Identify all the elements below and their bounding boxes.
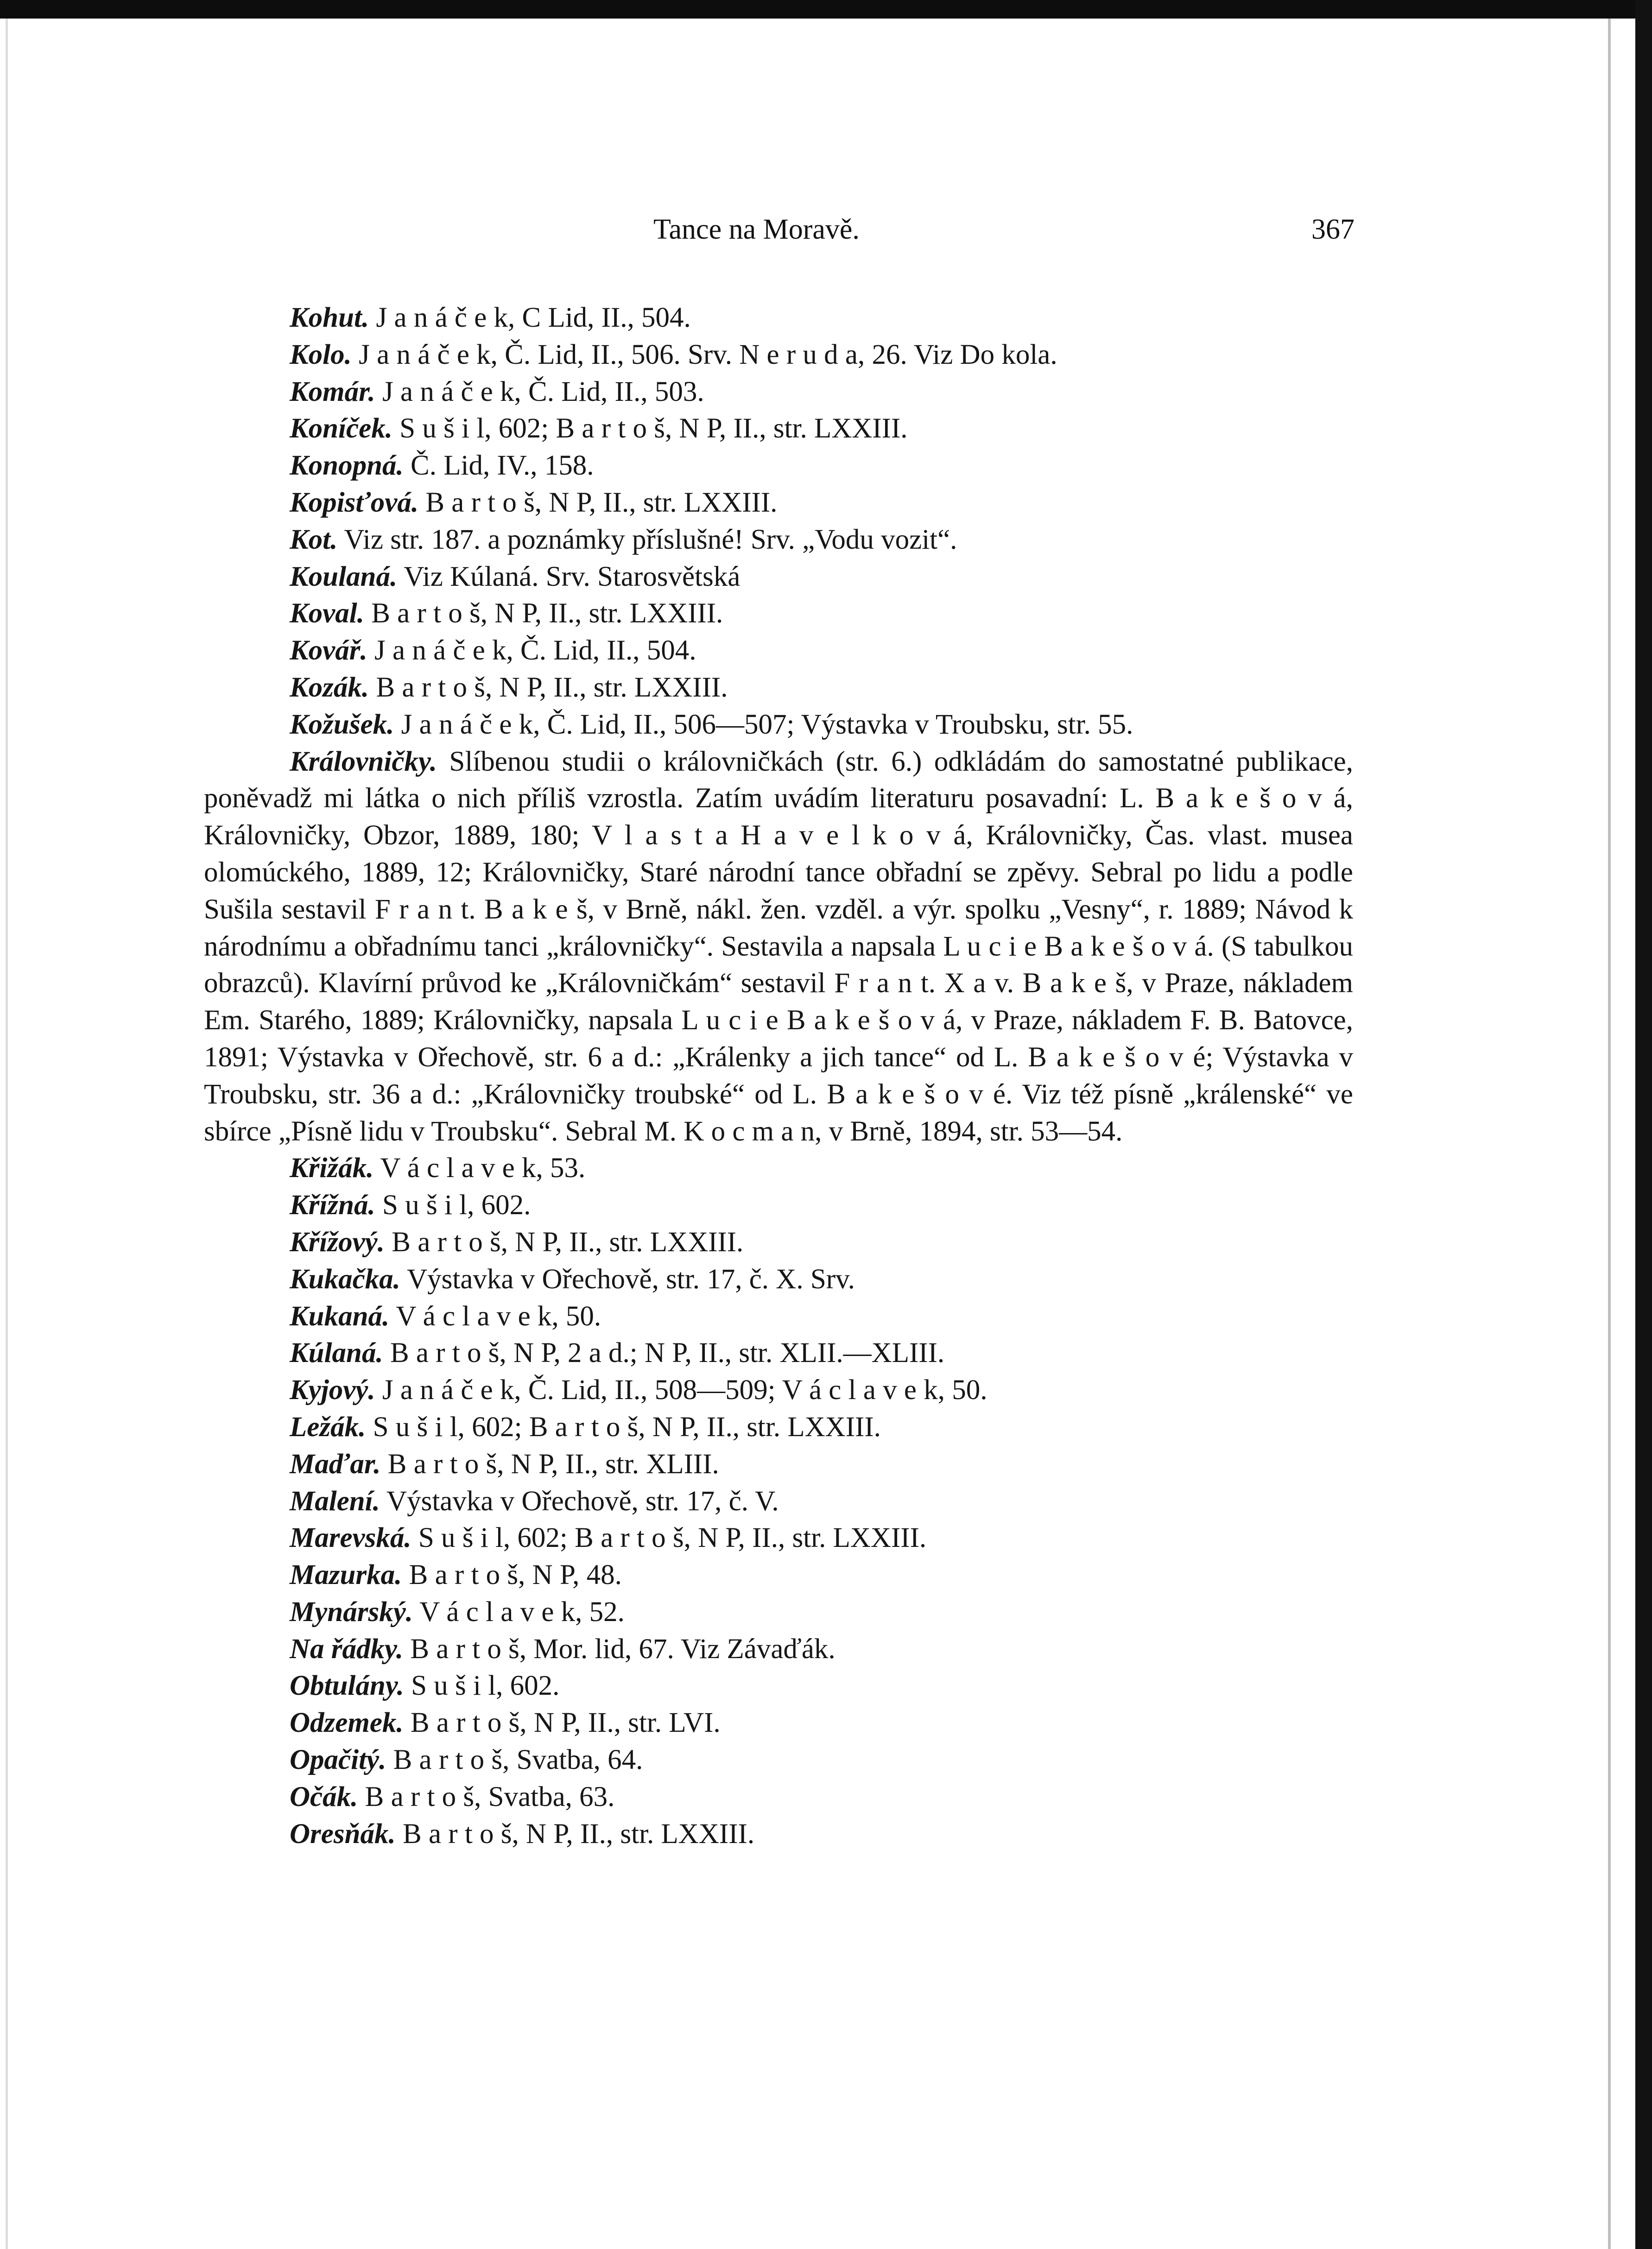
list-item [204,595,1353,632]
entry-head: Malení. [290,1485,380,1517]
entry-head: Obtulány. [290,1670,404,1702]
entry-head: Královničky. [290,746,437,777]
entry-text: S u š i l, 602; B a r t o š, N P, II., str. LXXIII. [373,1411,881,1443]
entry-text: B a r t o š, N P, 2 a d.; N P, II., str. XLII.—XLIII. [390,1337,945,1369]
list-item [204,447,1353,484]
entry-head: Mynárský. [290,1596,413,1628]
entry-head: Kožušek. [290,709,394,740]
entry-text: J a n á č e k, Č. Lid, II., 508—509; V á c l a v e k, 50. [382,1375,987,1406]
entry-text: Výstavka v Ořechově, str. 17, č. X. Srv. [407,1263,855,1295]
entry-head: Kot. [290,524,338,555]
entry-head: Kúlaná. [290,1337,383,1369]
list-item [204,1187,1353,1224]
list-item [204,706,1353,743]
list-item [204,1409,1353,1446]
entry-text: J a n á č e k, Č. Lid, II., 504. [374,635,696,666]
entry-head: Kukačka. [290,1263,400,1295]
entry-text: S u š i l, 602. [411,1670,560,1702]
scan-frame-left-line [6,19,8,2249]
entry-head: Konopná. [290,450,404,481]
entry-head: Očák. [290,1781,358,1812]
entry-text: B a r t o š, N P, II., str. LVI. [410,1707,721,1739]
entry-text: Výstavka v Ořechově, str. 17, č. V. [386,1485,779,1517]
list-item [204,1446,1353,1483]
list-item [204,1779,1353,1816]
entry-text: Viz Kúlaná. Srv. Starosvětská [404,561,741,592]
entry-head: Křížový. [290,1226,385,1258]
entry-text: S u š i l, 602. [382,1190,531,1221]
scan-frame-right [1635,0,1652,2249]
entry-head: Kukaná. [290,1300,390,1332]
entry-head: Na řádky. [290,1633,404,1665]
entry-text: Č. Lid, IV., 158. [411,450,594,481]
entry-head: Kozák. [290,672,369,703]
entry-text: Viz str. 187. a poznámky příslušné! Srv. „Vodu vozit“. [344,524,957,555]
entry-text: J a n á č e k, Č. Lid, II., 506—507; Výstavka v Troubsku, str. 55. [401,709,1133,740]
entry-text: V á c l a v e k, 52. [419,1596,625,1628]
dance-list [204,299,1353,1852]
list-item [204,1298,1353,1335]
list-item [204,484,1353,521]
entry-text: S u š i l, 602; B a r t o š, N P, II., str. LXXIII. [418,1522,927,1554]
entry-text: V á c l a v e k, 53. [380,1153,586,1184]
entry-text: B a r t o š, N P, II., str. XLIII. [387,1448,719,1480]
list-item [204,1704,1353,1742]
list-item [204,1224,1353,1261]
entry-head: Křížná. [290,1190,375,1221]
list-item [204,558,1353,596]
running-header-title: Tance na Moravě. [653,214,860,245]
entry-text: S u š i l, 602; B a r t o š, N P, II., str. LXXIII. [399,413,908,444]
entry-head: Kyjový. [290,1375,375,1406]
entry-head: Kolo. [290,339,352,370]
list-item [204,374,1353,411]
entry-text: B a r t o š, Svatba, 64. [393,1744,643,1776]
entry-head: Ležák. [290,1411,366,1443]
list-item [204,1742,1353,1779]
list-item [204,521,1353,558]
entry-text: J a n á č e k, C Lid, II., 504. [376,302,691,333]
entry-text: J a n á č e k, Č. Lid, II., 503. [382,376,704,407]
entry-text: B a r t o š, N P, II., str. LXXIII. [425,487,778,518]
list-item [204,410,1353,447]
entry-text: B a r t o š, Svatba, 63. [365,1781,615,1812]
entry-head: Mazurka. [290,1559,402,1591]
entry-head: Oresňák. [290,1818,396,1850]
list-item [204,1557,1353,1594]
entry-head: Křižák. [290,1153,374,1184]
list-item [204,1483,1353,1520]
entry-text: B a r t o š, N P, 48. [409,1559,622,1591]
entry-head: Maďar. [290,1448,381,1480]
entry-head: Koval. [290,598,364,629]
list-item [204,299,1353,336]
entry-head: Kohut. [290,302,369,333]
entry-text: B a r t o š, N P, II., str. LXXIII. [371,598,723,629]
list-item [204,1150,1353,1187]
page-fold-line [1608,19,1611,2249]
entry-head: Koulaná. [290,561,398,592]
entry-head: Marevská. [290,1522,411,1554]
entry-text: B a r t o š, N P, II., str. LXXIII. [376,672,728,703]
entry-head: Komár. [290,376,375,407]
list-item [204,632,1353,669]
list-item [204,1594,1353,1631]
entry-text: Slíbenou studii o královničkách (str. 6.) odkládám do samostatné publikace, poněvadž mi látka o nich příliš vzrostla. Zatím uvádím literaturu posavadní: L. B a k e š o v á, Královničky, Obzor, 1889, 180; V l a s t a H a v e l k o v á, Královničky, Čas. vlast. musea olomúckého, 1889, 12; Královničky, Staré národní tance obřadní se zpěvy. Sebral po lidu a podle Sušila sestavil F r a n t. B a k e š, v Brně, nákl. žen. vzděl. a výr. spolku „Vesny“, r. 1889; Návod k národnímu a obřadnímu tanci „královničky“. Sestavila a napsala L u c i e B a k e š o v á. (S tabulkou obrazců). Klavírní průvod ke „Královničkám“ sestavil F r a n t. X a v. B a k e š, v Praze, nákladem Em. Starého, 1889; Královničky, napsala L u c i e B a k e š o v á, v Praze, nákladem F. B. Batovce, 1891; Výstavka v Ořechově, str. 6 a d.: „Králenky a jich tance“ od L. B a k e š o v é; Výstavka v Troubsku, str. 36 a d.: „Královničky troubské“ od L. B a k e š o v é. Viz též písně „králenské“ ve sbírce „Písně lidu v Troubsku“. Sebral M. K o c m a n, v Brně, 1894, str. 53—54. [204,746,1353,1147]
entry-text: B a r t o š, N P, II., str. LXXIII. [403,1818,755,1850]
entry-text: J a n á č e k, Č. Lid, II., 506. Srv. N e r u d a, 26. Viz Do kola. [359,339,1057,370]
list-item [204,1816,1353,1853]
list-item [204,1631,1353,1668]
entry-head: Kovář. [290,635,367,666]
entry-text: B a r t o š, N P, II., str. LXXIII. [392,1226,744,1258]
entry-text: V á c l a v e k, 50. [396,1300,601,1332]
list-item [204,1261,1353,1298]
kralovnicky-paragraph [204,743,1353,1150]
entry-head: Opačitý. [290,1744,386,1776]
entry-head: Odzemek. [290,1707,404,1739]
list-item [204,669,1353,706]
entry-text: B a r t o š, Mor. lid, 67. Viz Závaďák. [410,1633,835,1665]
list-item [204,1335,1353,1372]
scan-frame-top [0,0,1652,19]
list-item [204,336,1353,374]
list-item [204,1372,1353,1409]
entry-head: Koníček. [290,413,392,444]
entry-head: Kopisťová. [290,487,419,518]
list-item [204,1667,1353,1704]
page-number: 367 [1311,214,1355,245]
list-item [204,1520,1353,1557]
